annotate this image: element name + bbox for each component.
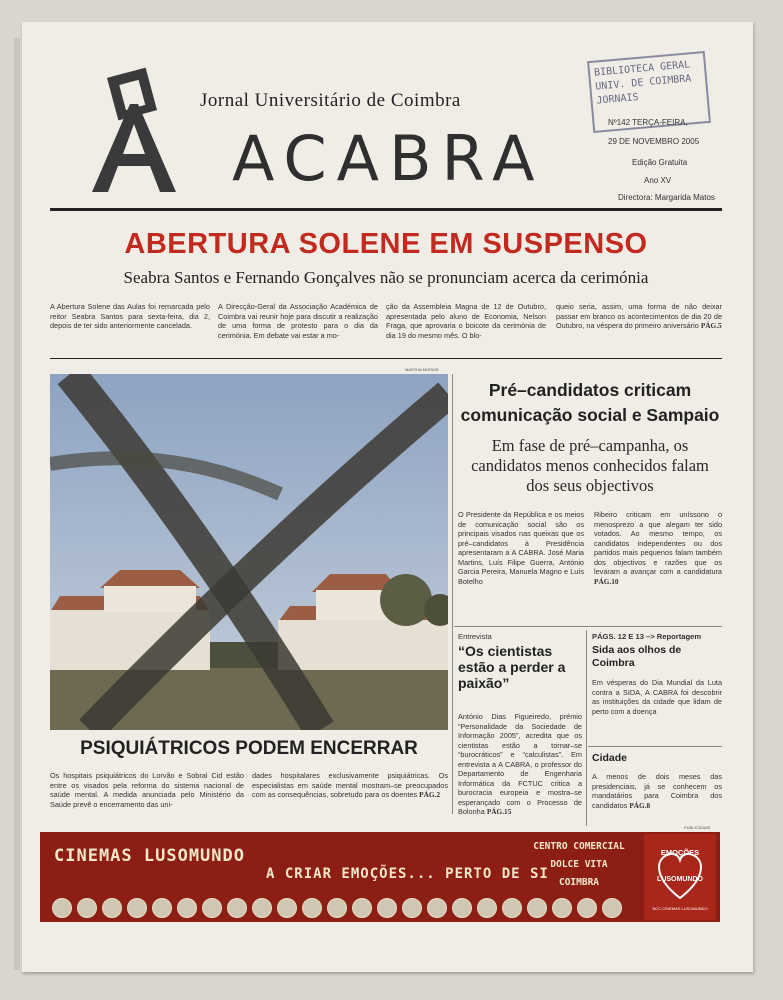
- bottom-column-2-text: dades hospitalares exclusivamente psiquiátricas. Os especialistas em saúde mental mostram–se preocupados com as consequências, sobretudo para os doentes: [252, 771, 448, 799]
- section-rule: [588, 746, 722, 747]
- lead-column-4: [556, 302, 722, 331]
- film-icon: [252, 898, 272, 918]
- side-headline: Pré–candidatos criticam comunicação social e Sampaio: [460, 380, 720, 425]
- film-icon: [452, 898, 472, 918]
- section-rule: [454, 626, 722, 627]
- ad-brand: CINEMAS LUSOMUNDO: [54, 846, 245, 866]
- film-icon: [177, 898, 197, 918]
- film-icon: [502, 898, 522, 918]
- ad-logo-text: EMOÇÕES: [660, 848, 700, 857]
- film-icon: [277, 898, 297, 918]
- film-icon: [52, 898, 72, 918]
- column-divider: [452, 374, 453, 814]
- ad-venue: [520, 838, 638, 892]
- cidade-body: A menos de dois meses das presidenciais, já se conhecem os mandatários para Coimbra dos candidatos: [592, 772, 722, 810]
- masthead-title: ACABRA: [232, 122, 545, 195]
- film-icon: [227, 898, 247, 918]
- side-column-2: [594, 510, 722, 586]
- film-icon: [202, 898, 222, 918]
- lead-column-2: A Direcção-Geral da Associação Académica de Coimbra vai reunir hoje para discutir a realização de uma forma de protesto para o dia da cerimónia. Em debate vai estar a mo-: [218, 302, 378, 340]
- lead-headline: ABERTURA SOLENE EM SUSPENSO: [124, 228, 648, 260]
- sida-headline: Sida aos olhos de Coimbra: [592, 644, 682, 669]
- cidade-text: [592, 772, 722, 810]
- page-ref: PÁG.8: [629, 800, 651, 810]
- film-icon: [402, 898, 422, 918]
- hospital-fence-photo: [50, 374, 448, 730]
- film-icon: [577, 898, 597, 918]
- edition-note: Edição Gratuita: [632, 158, 688, 167]
- masthead-rule: [50, 208, 722, 211]
- column-divider: [586, 630, 587, 826]
- cinema-advertisement[interactable]: [40, 832, 720, 922]
- sida-kicker: PÁGS. 12 E 13 –> Reportagem: [592, 632, 702, 641]
- bottom-headline: PSIQUIÁTRICOS PODEM ENCERRAR: [80, 738, 418, 759]
- film-icon: [152, 898, 172, 918]
- page-spine: [14, 38, 20, 970]
- ad-venue-line: CENTRO COMERCIAL: [533, 841, 625, 852]
- interview-kicker: Entrevista: [458, 632, 492, 641]
- ad-label: PUBLICIDADE: [684, 825, 711, 830]
- year-note: Ano XV: [644, 176, 672, 185]
- sida-text: Em vésperas do Dia Mundial da Luta contra a SIDA, A CABRA foi descobrir as instituições da cidade que lidam de perto com a doença: [592, 678, 722, 716]
- film-icon: [127, 898, 147, 918]
- issue-date: 29 DE NOVEMBRO 2005: [608, 137, 700, 146]
- ad-venue-line: COIMBRA: [558, 877, 600, 888]
- film-icon: [477, 898, 497, 918]
- ad-venue-line: DOLCE VITA: [550, 859, 608, 870]
- film-icon: [377, 898, 397, 918]
- film-icon: [327, 898, 347, 918]
- interview-text: [458, 712, 582, 817]
- film-icon: [602, 898, 622, 918]
- section-rule: [50, 358, 722, 359]
- cidade-headline: Cidade: [592, 752, 628, 764]
- film-icon: [427, 898, 447, 918]
- bottom-column-2: [252, 771, 448, 800]
- page-ref: PÁG.2: [419, 790, 441, 799]
- side-deck: Em fase de pré–campanha, os candidatos menos conhecidos falam dos seus objectivos: [471, 436, 709, 495]
- film-icon: [77, 898, 97, 918]
- photo-credit: MARTHA MORAIS: [405, 367, 439, 372]
- side-column-1: O Presidente da República e os meios de comunicação social são os principais visados nas queixas que os pré–candidatos à Presidência apresentaram a A CABRA. José Maria Martins, Luís Filipe Guerra, António Garcia Pereira, Manuela Magno e Luís Botelho: [458, 510, 584, 586]
- masthead-subtitle: Jornal Universitário de Coimbra: [200, 90, 461, 111]
- issue-number: Nº142 TERÇA-FEIRA,: [608, 118, 688, 127]
- goat-logo-icon: [78, 64, 186, 196]
- lead-deck: Seabra Santos e Fernando Gonçalves não se pronunciam acerca da cerimónia: [123, 268, 649, 287]
- side-column-2-text: Ribeiro criticam em uníssono o menosprezo a que alegam ter sido votados. Ao mesmo tempo, os candidatos independentes ou dos partidos mais pequenos falam também dos objectivos e razões que os levaram a avançar com a candidatura: [594, 510, 722, 576]
- lusomundo-logo: [644, 834, 716, 920]
- stamp-line: BIBLIOTECA GERAL: [593, 59, 691, 79]
- ad-logo-text: LUSOMUNDO: [657, 876, 703, 883]
- interview-headline: “Os cientistas estão a perder a paixão”: [458, 643, 566, 691]
- ad-slogan: A CRIAR EMOÇÕES... PERTO DE SI: [266, 866, 549, 882]
- page-ref: PÁG.10: [594, 576, 619, 586]
- lead-column-4-text: queio seria, assim, uma forma de não deixar passar em branco os acontecimentos de dia 20 de Outubro, na véspera do primeiro aniversário: [556, 302, 722, 330]
- film-icon: [302, 898, 322, 918]
- film-icon: [352, 898, 372, 918]
- ad-logo-text: NCC CINEMAS LUSOMUNDO: [652, 906, 708, 911]
- lead-column-3: ção da Assembleia Magna de 12 de Outubro, apresentada pelo aluno de Economia, Nelson Fraga, que aprovaria o boicote da cerimónia de dia 19 do mesmo mês. O blo-: [386, 302, 546, 340]
- page-ref: PÁG.5: [700, 321, 722, 330]
- stamp-line: UNIV. DE COIMBRA: [594, 73, 692, 93]
- interview-body: António Dias Figueiredo, prémio “Personalidade da Sociedade de Informação 2005”, acredita que os cientistas estão a tornar–se “burocráticos” e “calculistas”. Em entrevista a A CABRA, o professor do Departamento de Engenharia Informática da FCTUC critica a burocracia europeia e mostra–se esperançado com o Processo de Bolonha: [458, 712, 582, 816]
- director-note: Directora: Margarida Matos: [618, 193, 715, 202]
- lead-column-1: A Abertura Solene das Aulas foi remarcada pelo reitor Seabra Santos para sexta-feira, dia 2, depois de ter sido anteriormente cancelada.: [50, 302, 210, 330]
- film-icon: [527, 898, 547, 918]
- page-ref: PÁG.15: [486, 807, 512, 816]
- film-icon: [102, 898, 122, 918]
- bottom-column-1: Os hospitais psiquiátricos do Lorvão e Sobral Cid estão entre os visados pela reforma do sistema nacional de saúde mental. A medida anunciada pelo Ministério da Saúde prevê o encerramento das uni-: [50, 771, 244, 809]
- film-icon: [552, 898, 572, 918]
- ad-icon-row: [52, 898, 622, 918]
- stamp-line: JORNAIS: [596, 91, 640, 107]
